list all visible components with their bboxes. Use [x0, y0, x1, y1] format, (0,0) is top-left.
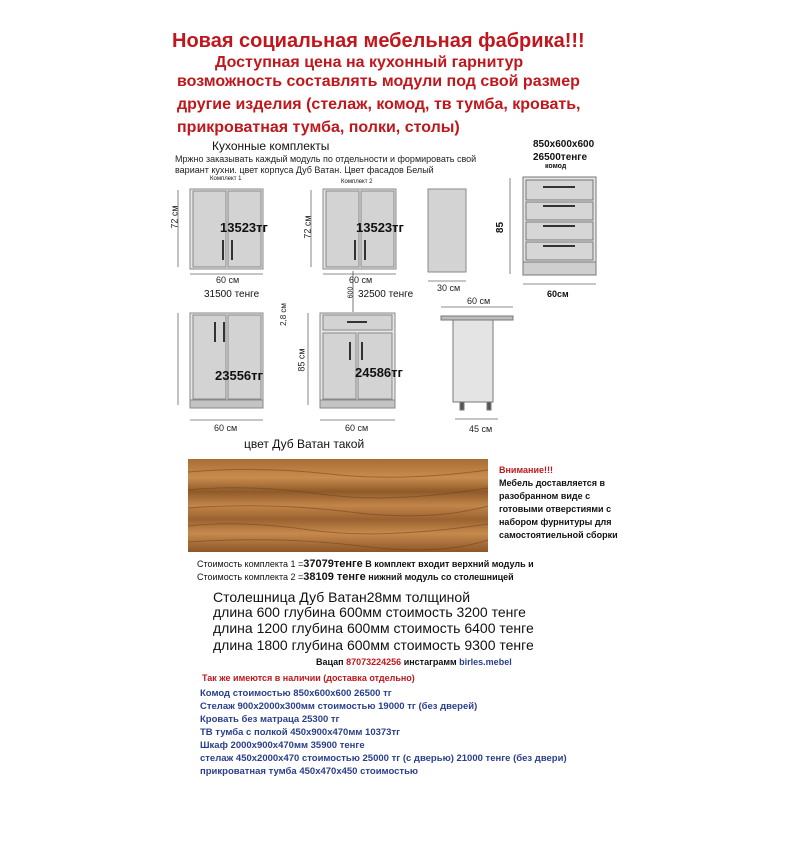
subtitle-line-2: возможность составлять модули под свой размер	[177, 73, 580, 90]
price-lower-1: 23556тг	[215, 368, 263, 383]
worktop-title: Столешница Дуб Ватан28мм толщиной	[213, 589, 471, 605]
side-panel	[428, 189, 466, 272]
lower-cabinet-2	[320, 313, 395, 408]
worktop-row-3: длина 1800 глубина 600мм стоимость 9300 тенге	[213, 637, 534, 653]
dim-h85b: 85 см	[296, 348, 307, 372]
subtitle-line-4: прикроватная тумба, полки, столы)	[177, 119, 460, 136]
stock-item: Комод стоимостью 850х600х600 26500 тг	[200, 688, 392, 699]
dim-w60f: 60 см	[467, 296, 491, 306]
dim-h85: 85	[495, 221, 507, 234]
color-note: цвет Дуб Ватан такой	[244, 437, 365, 451]
dim-w60b: 60 см	[349, 275, 373, 285]
dim-w45: 45 см	[469, 424, 493, 434]
dim-w60d: 60 см	[214, 423, 238, 433]
dresser-price: 26500тенге	[533, 152, 588, 163]
dresser-label: комод	[545, 163, 567, 170]
price-upper-2: 13523тг	[356, 220, 404, 235]
kitchen-desc-2: вариант кухни. цвет корпуса Дуб Ватан. Цвет фасадов Белый	[175, 165, 434, 175]
dim-h72a: 72 см	[169, 205, 180, 229]
attention-line-2: разобранном виде с	[499, 491, 591, 501]
dim-w60a: 60 см	[216, 275, 240, 285]
dim-w60c: 60см	[547, 289, 569, 299]
stock-item: Стелаж 900х2000х300мм стоимостью 19000 тг (без дверей)	[200, 701, 478, 712]
subtitle-line-1: Доступная цена на кухонный гарнитур	[215, 54, 524, 71]
lower-cabinet-1	[190, 313, 263, 408]
set2-label: Комплект 2	[341, 179, 373, 185]
price-lower-2: 24586тг	[355, 365, 403, 380]
stock-item: Кровать без матраца 25300 тг	[200, 714, 340, 725]
attention-line-1: Мебель доставляется в	[499, 478, 606, 488]
attention-title: Внимание!!!	[499, 465, 553, 475]
dim-w60e: 60 см	[345, 423, 369, 433]
dim-h72b: 72 см	[302, 215, 313, 239]
set1-label: Комплект 1	[210, 176, 242, 182]
dresser-size: 850x600x600	[533, 139, 595, 150]
price-set-2: 32500 тенге	[358, 289, 414, 300]
page-title: Новая социальная мебельная фабрика!!!	[172, 30, 585, 52]
cost-line-2: Стоимость комплекта 2 =38109 тенге нижний модуль со столешницей	[197, 571, 514, 583]
attention-line-5: самостоятиельной сборки	[499, 530, 618, 540]
attention-line-3: готовыми отверстиями с	[499, 504, 612, 514]
dim-gap: 2,8 см	[278, 303, 288, 326]
stock-item: прикроватная тумба 450х470х450 стоимостью	[200, 766, 419, 777]
subtitle-line-3: другие изделия (стелаж, комод, тв тумба, кровать,	[177, 96, 581, 113]
worktop-row-1: длина 600 глубина 600мм стоимость 3200 тенге	[213, 604, 526, 620]
kitchen-heading: Кухонные комплекты	[212, 139, 330, 153]
price-upper-1: 13523тг	[220, 220, 268, 235]
dim-side-label: 600	[347, 286, 355, 299]
stock-item: ТВ тумба с полкой 450х900х470мм 10373тг	[200, 727, 401, 738]
side-table	[441, 316, 513, 410]
kitchen-desc-1: Мржно заказывать каждый модуль по отдельности и формировать свой	[175, 154, 477, 164]
phone-number[interactable]: 87073224256	[346, 657, 402, 667]
stock-item: стелаж 450х2000х470 стоимостью 25000 тг (с дверью) 21000 тенге (без двери)	[200, 753, 567, 764]
instagram-link[interactable]: birles.mebel	[459, 657, 512, 667]
price-set-1: 31500 тенге	[204, 289, 260, 300]
contacts: Вацап 87073224256 инстаграмм birles.mebel	[316, 657, 512, 667]
stock-title: Так же имеются в наличии (доставка отдельно)	[202, 673, 415, 683]
dim-w30: 30 см	[437, 283, 461, 293]
cost-line-1: Стоимость комплекта 1 =37079тенге В комплект входит верхний модуль и	[197, 558, 534, 570]
stock-item: Шкаф 2000х900х470мм 35900 тенге	[200, 740, 365, 751]
attention-line-4: набором фурнитуры для	[499, 517, 612, 527]
worktop-row-2: длина 1200 глубина 600мм стоимость 6400 тенге	[213, 620, 534, 636]
